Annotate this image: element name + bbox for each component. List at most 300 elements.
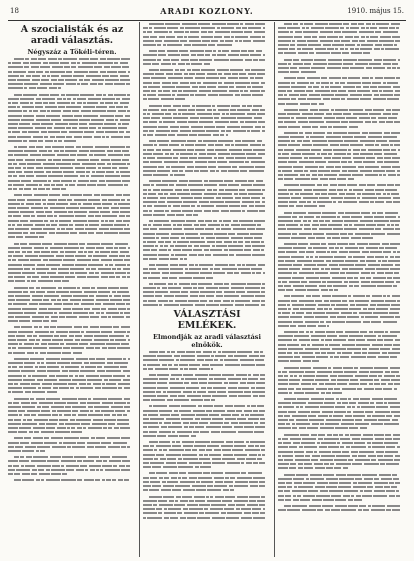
text-placeholder	[299, 233, 312, 235]
text-placeholder	[356, 344, 370, 346]
text-placeholder	[85, 469, 88, 471]
text-placeholder	[278, 490, 283, 492]
text-placeholder	[116, 171, 119, 173]
text-placeholder	[88, 251, 93, 253]
text-placeholder	[63, 347, 70, 349]
text-placeholder	[127, 110, 130, 112]
text-placeholder	[61, 295, 72, 297]
text-placeholder	[325, 268, 330, 270]
text-placeholder	[191, 126, 203, 128]
text-placeholder	[241, 94, 251, 96]
text-placeholder	[360, 398, 370, 400]
text-placeholder	[17, 339, 27, 341]
text-placeholder	[81, 303, 94, 305]
text-placeholder	[101, 220, 104, 222]
text-placeholder	[67, 427, 70, 429]
text-placeholder	[218, 82, 222, 84]
text-placeholder	[60, 335, 67, 337]
text-placeholder	[61, 94, 65, 96]
text-placeholder	[88, 215, 94, 217]
text-placeholder	[53, 159, 61, 161]
text-placeholder	[202, 268, 208, 270]
text-placeholder	[201, 481, 213, 483]
text-placeholder	[199, 295, 205, 297]
text-placeholder	[382, 335, 397, 337]
text-placeholder	[196, 105, 211, 107]
text-placeholder	[369, 375, 377, 377]
text-placeholder	[278, 486, 286, 488]
text-placeholder	[355, 459, 370, 461]
text-placeholder	[254, 220, 265, 222]
text-placeholder	[284, 295, 290, 297]
text-placeholder	[18, 146, 27, 148]
text-placeholder	[284, 174, 298, 176]
text-placeholder	[390, 243, 400, 245]
text-placeholder	[322, 411, 333, 413]
text-placeholder	[124, 136, 130, 138]
text-placeholder	[392, 36, 400, 38]
text-placeholder	[108, 316, 111, 318]
text-placeholder	[87, 102, 98, 104]
text-placeholder	[291, 86, 306, 88]
text-placeholder	[246, 458, 256, 460]
text-placeholder	[333, 371, 343, 373]
text-placeholder	[189, 462, 202, 464]
text-placeholder	[284, 459, 293, 461]
text-placeholder	[175, 254, 187, 256]
text-placeholder	[329, 23, 342, 25]
text-placeholder	[218, 157, 224, 159]
text-placeholder	[330, 300, 341, 302]
text-placeholder	[163, 449, 167, 451]
text-placeholder	[360, 98, 371, 100]
text-placeholder	[76, 358, 88, 360]
text-placeholder	[319, 285, 326, 287]
text-placeholder	[197, 359, 204, 361]
text-placeholder	[56, 375, 68, 377]
text-placeholder	[222, 351, 236, 353]
text-placeholder	[169, 472, 178, 474]
text-placeholder	[172, 445, 181, 447]
text-placeholder	[293, 59, 299, 61]
text-placeholder	[252, 272, 255, 274]
text-placeholder	[66, 469, 74, 471]
text-placeholder	[367, 339, 376, 341]
text-placeholder	[30, 220, 43, 222]
text-placeholder	[172, 489, 181, 491]
text-placeholder	[293, 63, 303, 65]
text-placeholder	[357, 90, 370, 92]
text-placeholder	[206, 410, 212, 412]
text-placeholder	[36, 268, 49, 270]
text-placeholder	[349, 402, 356, 404]
text-placeholder	[70, 194, 82, 196]
text-placeholder	[324, 438, 339, 440]
text-placeholder	[349, 300, 354, 302]
text-placeholder	[392, 67, 396, 69]
text-placeholder	[241, 272, 251, 274]
text-placeholder	[110, 75, 118, 77]
text-placeholder	[75, 339, 80, 341]
text-placeholder	[143, 359, 158, 361]
text-placeholder	[143, 517, 146, 519]
text-placeholder	[348, 77, 360, 79]
text-placeholder	[156, 445, 171, 447]
text-placeholder	[169, 277, 177, 279]
text-placeholder	[384, 486, 390, 488]
text-placeholder	[156, 454, 164, 456]
text-placeholder	[179, 435, 189, 437]
text-placeholder	[157, 374, 169, 376]
text-placeholder	[8, 312, 23, 314]
text-placeholder	[89, 224, 99, 226]
text-placeholder	[185, 268, 188, 270]
text-placeholder	[207, 489, 221, 491]
text-placeholder	[191, 399, 203, 401]
text-placeholder	[262, 130, 265, 132]
text-placeholder	[39, 184, 42, 186]
text-placeholder	[319, 256, 333, 258]
text-placeholder	[8, 460, 18, 462]
text-placeholder	[246, 264, 256, 266]
text-placeholder	[143, 295, 154, 297]
text-placeholder	[114, 83, 125, 85]
text-placeholder	[51, 79, 57, 81]
text-placeholder	[387, 82, 398, 84]
text-placeholder	[86, 331, 100, 333]
text-placeholder	[182, 105, 190, 107]
text-placeholder	[278, 144, 287, 146]
text-placeholder	[360, 383, 367, 385]
text-placeholder	[157, 59, 161, 61]
text-placeholder	[378, 117, 387, 119]
text-placeholder	[378, 356, 389, 358]
text-placeholder	[313, 86, 319, 88]
text-placeholder	[249, 205, 254, 207]
text-placeholder	[260, 418, 265, 420]
text-placeholder	[287, 352, 292, 354]
text-placeholder	[307, 427, 318, 429]
text-placeholder	[289, 383, 299, 385]
text-placeholder	[354, 442, 365, 444]
text-placeholder	[342, 157, 351, 159]
text-placeholder	[320, 224, 327, 226]
text-placeholder	[309, 157, 322, 159]
text-placeholder	[321, 442, 336, 444]
text-placeholder	[258, 121, 265, 123]
text-placeholder	[188, 109, 195, 111]
text-placeholder	[201, 237, 204, 239]
text-placeholder	[311, 398, 324, 400]
text-placeholder	[367, 256, 374, 258]
text-placeholder	[121, 437, 130, 439]
text-placeholder	[221, 414, 231, 416]
text-placeholder	[397, 251, 400, 253]
text-placeholder	[321, 77, 327, 79]
text-placeholder	[8, 184, 12, 186]
text-placeholder	[319, 446, 327, 448]
text-placeholder	[41, 251, 50, 253]
text-placeholder	[77, 154, 87, 156]
text-placeholder	[217, 27, 220, 29]
text-placeholder	[347, 348, 361, 350]
text-placeholder	[171, 351, 175, 353]
text-placeholder	[225, 364, 240, 366]
text-placeholder	[54, 140, 57, 142]
text-placeholder	[390, 144, 393, 146]
text-placeholder	[343, 113, 351, 115]
text-placeholder	[29, 303, 38, 305]
text-placeholder	[212, 105, 215, 107]
text-placeholder	[225, 477, 229, 479]
text-placeholder	[260, 351, 263, 353]
text-placeholder	[89, 272, 94, 274]
text-placeholder	[8, 427, 18, 429]
text-placeholder	[149, 264, 155, 266]
text-placeholder	[198, 134, 211, 136]
text-placeholder	[222, 426, 232, 428]
text-placeholder	[319, 220, 324, 222]
text-placeholder	[345, 260, 358, 262]
text-placeholder	[291, 295, 304, 297]
text-placeholder	[242, 264, 245, 266]
paragraph	[278, 183, 406, 208]
text-placeholder	[66, 127, 71, 129]
text-placeholder	[57, 228, 60, 230]
text-placeholder	[218, 193, 232, 195]
text-placeholder	[262, 197, 265, 199]
text-placeholder	[385, 300, 396, 302]
text-placeholder	[30, 398, 34, 400]
text-placeholder	[17, 224, 22, 226]
text-placeholder	[177, 134, 188, 136]
text-placeholder	[345, 44, 355, 46]
text-placeholder	[109, 335, 124, 337]
text-placeholder	[293, 499, 299, 501]
text-placeholder	[182, 23, 197, 25]
text-placeholder	[56, 136, 65, 138]
text-placeholder	[199, 449, 205, 451]
text-placeholder	[350, 434, 361, 436]
text-placeholder	[355, 63, 368, 65]
text-placeholder	[337, 243, 348, 245]
text-placeholder	[348, 459, 353, 461]
text-placeholder	[287, 228, 302, 230]
text-placeholder	[383, 63, 391, 65]
text-placeholder	[367, 40, 378, 42]
text-placeholder	[186, 63, 190, 65]
text-placeholder	[278, 285, 283, 287]
text-placeholder	[36, 287, 40, 289]
text-placeholder	[284, 212, 292, 214]
text-placeholder	[220, 359, 223, 361]
text-placeholder	[157, 355, 172, 357]
text-placeholder	[300, 434, 309, 436]
text-placeholder	[143, 205, 146, 207]
text-placeholder	[120, 171, 130, 173]
text-placeholder	[47, 366, 59, 368]
text-placeholder	[206, 277, 213, 279]
text-placeholder	[355, 423, 369, 425]
text-placeholder	[237, 264, 241, 266]
text-placeholder	[306, 478, 309, 480]
text-placeholder	[118, 127, 127, 129]
text-placeholder	[241, 508, 251, 510]
text-placeholder	[235, 144, 248, 146]
text-placeholder	[12, 62, 21, 64]
text-placeholder	[247, 105, 252, 107]
text-placeholder	[14, 358, 29, 360]
text-placeholder	[340, 398, 347, 400]
text-placeholder	[352, 406, 355, 408]
text-placeholder	[338, 375, 353, 377]
text-placeholder	[297, 40, 306, 42]
text-placeholder	[360, 490, 363, 492]
text-placeholder	[21, 326, 32, 328]
text-placeholder	[8, 79, 16, 81]
paragraph	[278, 211, 406, 240]
text-placeholder	[343, 467, 348, 469]
text-placeholder	[180, 130, 191, 132]
text-placeholder	[75, 375, 78, 377]
text-placeholder	[51, 184, 55, 186]
text-placeholder	[170, 264, 178, 266]
text-placeholder	[346, 117, 357, 119]
text-placeholder	[342, 442, 353, 444]
text-placeholder	[356, 86, 361, 88]
text-placeholder	[224, 36, 230, 38]
text-placeholder	[172, 422, 181, 424]
text-placeholder	[108, 427, 112, 429]
text-placeholder	[8, 207, 16, 209]
text-placeholder	[67, 199, 72, 201]
text-placeholder	[8, 255, 12, 257]
text-placeholder	[196, 414, 208, 416]
text-placeholder	[54, 335, 59, 337]
text-placeholder	[304, 36, 311, 38]
text-placeholder	[24, 83, 38, 85]
text-placeholder	[289, 201, 297, 203]
text-placeholder	[358, 482, 372, 484]
text-placeholder	[211, 441, 224, 443]
text-placeholder	[296, 423, 310, 425]
text-placeholder	[222, 113, 225, 115]
text-placeholder	[158, 300, 168, 302]
text-placeholder	[339, 434, 343, 436]
text-placeholder	[241, 462, 244, 464]
text-placeholder	[328, 153, 332, 155]
text-placeholder	[361, 36, 365, 38]
text-placeholder	[175, 98, 185, 100]
text-placeholder	[170, 395, 177, 397]
text-placeholder	[235, 140, 241, 142]
text-placeholder	[20, 243, 27, 245]
text-placeholder	[86, 175, 89, 177]
text-placeholder	[310, 474, 322, 476]
text-placeholder	[394, 94, 400, 96]
text-placeholder	[327, 352, 335, 354]
text-placeholder	[303, 220, 307, 222]
text-placeholder	[284, 398, 296, 400]
text-placeholder	[94, 335, 108, 337]
text-placeholder	[350, 94, 362, 96]
text-placeholder	[152, 113, 164, 115]
text-placeholder	[237, 496, 248, 498]
text-placeholder	[278, 161, 287, 163]
text-placeholder	[200, 224, 206, 226]
text-placeholder	[250, 414, 264, 416]
text-placeholder	[278, 268, 288, 270]
text-placeholder	[342, 300, 347, 302]
text-placeholder	[202, 395, 211, 397]
text-placeholder	[240, 90, 243, 92]
text-placeholder	[104, 379, 108, 381]
text-placeholder	[8, 180, 20, 182]
text-placeholder	[57, 299, 61, 301]
text-placeholder	[14, 398, 29, 400]
text-placeholder	[151, 272, 160, 274]
text-placeholder	[26, 203, 34, 205]
text-placeholder	[393, 277, 400, 279]
text-placeholder	[159, 477, 163, 479]
text-placeholder	[120, 312, 123, 314]
text-placeholder	[383, 90, 393, 92]
text-placeholder	[313, 247, 327, 249]
text-placeholder	[374, 331, 384, 333]
paragraph	[278, 76, 406, 105]
text-placeholder	[261, 90, 265, 92]
text-placeholder	[326, 233, 339, 235]
text-placeholder	[8, 136, 16, 138]
text-placeholder	[293, 264, 302, 266]
text-placeholder	[176, 214, 184, 216]
text-placeholder	[94, 154, 106, 156]
text-placeholder	[325, 86, 329, 88]
text-placeholder	[385, 331, 388, 333]
text-placeholder	[180, 500, 188, 502]
text-placeholder	[217, 391, 226, 393]
text-placeholder	[370, 304, 376, 306]
text-placeholder	[143, 462, 149, 464]
text-placeholder	[383, 174, 386, 176]
text-placeholder	[231, 283, 246, 285]
text-placeholder	[352, 40, 358, 42]
text-placeholder	[210, 201, 224, 203]
text-placeholder	[48, 343, 59, 345]
text-placeholder	[29, 110, 32, 112]
text-placeholder	[100, 102, 104, 104]
text-placeholder	[369, 348, 379, 350]
text-placeholder	[18, 347, 32, 349]
text-placeholder	[320, 31, 333, 33]
text-placeholder	[123, 370, 130, 372]
paragraph	[278, 58, 406, 75]
text-placeholder	[210, 496, 213, 498]
text-placeholder	[385, 281, 394, 283]
text-placeholder	[84, 362, 89, 364]
text-placeholder	[236, 504, 245, 506]
text-placeholder	[45, 247, 48, 249]
text-placeholder	[316, 356, 328, 358]
text-placeholder	[368, 308, 375, 310]
text-placeholder	[305, 166, 318, 168]
text-placeholder	[337, 178, 346, 180]
text-placeholder	[177, 431, 192, 433]
text-placeholder	[111, 207, 119, 209]
text-placeholder	[349, 335, 363, 337]
text-placeholder	[328, 59, 342, 61]
text-placeholder	[182, 496, 192, 498]
